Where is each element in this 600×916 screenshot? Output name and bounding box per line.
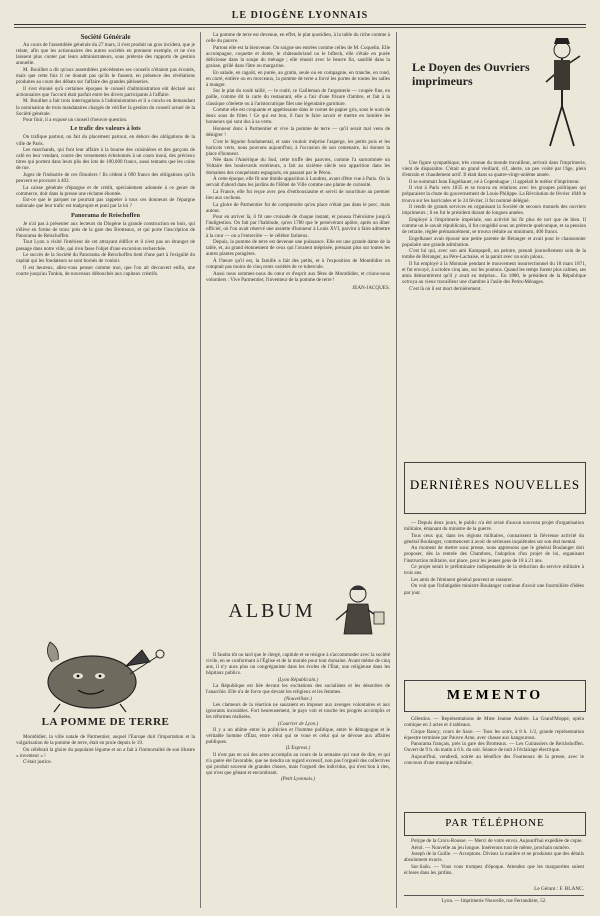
paragraph: M. Bouilhet a dit qu'aux assemblées précédentes ses conseils n'étaient pas écoutés, mais que cette fois il ne doutait pas qu'ils le fussent, en présence des révélations produites au cours des débats sur l'affaire des grandes pâtisseries.	[16, 66, 195, 86]
paragraph: Aujourd'hui, vendredi, soirée au bénéfice des Fourneaux de la presse, avec le concours d'une musique militaire.	[404, 754, 584, 767]
paragraph: Tous ceux qui, dans les régions militaires, connaissent la fiévreuse activité du général Boulanger, commencent à avoir de sérieuses inquiétudes sur son état mental.	[404, 532, 584, 545]
paragraph: Pour en arriver là, il fit une croisade de chaque instant, et poussa l'héroïsme jusqu'à l'indigestion. On fait par l'habitude, qu'en 1780 que le persévérant apôtre, après un dîner officiel, où l'on avait réservé une assiette d'honneur à Louis XVI, parvint à faire admettre à la cour — on a l'entrecôte — le célèbre farineux.	[206, 214, 390, 239]
quote: Il faudra tôt ou tard que le clergé, capitule et se résigne à s'accommoder avec la société civile, en se conformant à l'Église et de la morale pour tout domaine. Avant même de cinq ans, il n'y aura plus un congréganiste dans les écoles de l'État, une religieuse dans les hôpitaux publics.	[206, 652, 390, 677]
quote-source: (Nouvelliste.)	[284, 695, 312, 702]
paragraph: Joseph de la Guille. — Acceptons. Divisez la matière et ne produisez que des détails absolument exacts.	[404, 851, 584, 864]
memento-column	[404, 716, 584, 808]
printer-figure-illustration	[540, 36, 586, 156]
paragraph: C'est le légume fondamental, et sans vouloir méprise l'asperge, les petits pois et les haricots verts, nous pouvons aujourd'hui, à l'occasion de son centenaire, lui donner la place d'honneur.	[206, 138, 390, 157]
news-title: DERNIÈRES NOUVELLES	[409, 477, 581, 492]
footer-rule	[404, 895, 584, 896]
news-header-box	[404, 462, 586, 514]
column-2	[206, 32, 390, 567]
paragraph: Je n'ai pas à présenter aux lecteurs du Diogène la grande construction en bois, qui s'élève en forme de tronc près de la gare des Brotteaux, et qui porte l'inscription de Panorama de Reischoffen.	[16, 220, 195, 239]
quote-source: (L'Express.)	[285, 745, 311, 752]
album-column	[206, 652, 390, 872]
quote: La République est liée devant les excitations des socialistes et les désordres de l'anarchie. Elle n'a de force que devant les religieux et les femmes.	[206, 682, 390, 696]
paragraph: Il se nommait Jean Engelhauer, né à Copenhague ; il appelait le métier d'imprimeur.	[409, 178, 580, 185]
quote: Il y a un abîme entre la politicien et l'homme politique, entre le démagogue et le véritable homme d'État, entre celui qui se voue et celui qui se dévoue aux affaires publiques.	[206, 726, 390, 745]
gerant-line: Le Gérant : F. BLANC.	[534, 886, 584, 892]
paragraph: Montdidier, la ville natale de Parmentier, auquel l'Europe doit l'importation et la vulgarisation de la pomme de terre, était en proie depuis le 19.	[16, 734, 195, 747]
paragraph: Ce projet serait le préliminaire indispensable de la réduction du service militaire à trois ans.	[404, 564, 584, 577]
news-column	[404, 520, 584, 670]
quote: Les clameurs de la réaction ne sauraient en imposer aux avenges volontaires et aux ignorants incurables. Fort heureusement, le pays voit et touche les progrès accomplis et les réformes réalisées.	[206, 701, 390, 720]
paragraph: Il vint à Paris vers 1835 et se trouva en relations avec les groupes politiques qui préparaient la chute du gouvernement de Louis-Philippe. La Révolution de février 1848 le trouva sur les barricades et le 24 février, il fut nommé délégué.	[402, 185, 586, 204]
paragraph: On trafique partout, on fait du placement partout, en dehors des obligations de la ville de Paris.	[16, 134, 195, 147]
paragraph: Cirque Rancy, cours de Saxe. — Tous les soirs, à 8 h. 1/2, grande représentation équestre terminée par Pauvre Arne, avec chasse aux kangourous.	[404, 728, 584, 741]
paragraph: La caisse générale d'épargne et de crédit, spécialement adonnée à ce genre de commerce, doit dans la presse une réclame éhontée.	[16, 184, 195, 197]
paragraph: La gloire de Parmentier fut de comprendre qu'en place n'était pas dans le porc, mais autour.	[206, 201, 390, 214]
paragraph: Partout elle est la bienvenue. On soigne ses entrées comme celles de M. Coquelin. Elle accompagne, coquette et dorée, le châteaubriand ou le bifteck, elle s'étale en purée délicieuse dans la soupe du ménage ; elle réussit avec le beurre fin, sautillé dans la graisse, grillé dans l'âtre ou margarine.	[206, 44, 390, 69]
column-divider	[396, 32, 397, 908]
masthead: LE DIOGÈNE LYONNAIS	[231, 10, 369, 21]
paragraph: Aussi nous sommes-nous du cœur et d'esprit aux fêtes de Montdidier, et crions-nous volontiers : Vive Parmentier, l'inventeur de la pomme de terre !	[206, 270, 390, 283]
imprint-line: Lyon. — Imprimerie Nouvelle, rue Ferrandière, 52.	[441, 898, 547, 904]
paragraph: En salade, en ragoût, en purée, au gratin, seule ou en compagnie, en tranche, en rond, en carré, entière ou en morceaux, la pomme de terre a forcé les portes de toutes les salles à manger.	[206, 69, 390, 88]
telephone-header-box	[404, 812, 586, 836]
section-title: Panorama de Reischoffen	[71, 211, 140, 219]
signature: JEAN-JACQUES.	[352, 284, 390, 291]
paragraph: Il est heureux, allez-vous penser comme moi, que l'on ait découvert enfin, une courte jusqu'au Tonkin, de nouveaux débouchés aux capitaux créatifs.	[16, 264, 195, 277]
telephone-title: PAR TÉLÉPHONE	[445, 817, 545, 829]
masthead-rule-thin	[14, 27, 586, 28]
paragraph: Depuis, la pomme de terre est devenue une puissance. Elle est une grande dame de la table, et, au grand étonnement de ceux qui l'avaient méprisée, pressant plus sur toutes les autres plantes potagères.	[206, 239, 390, 258]
cartoon-title: LA POMME DE TERRE	[41, 716, 170, 728]
column-1	[16, 32, 195, 732]
paragraph: Née dans l'Amérique du Sud, cette truffe des pauvres, comme l'a surnommée un Voltaire des boulevards extérieurs, a fait au sixième siècle son apparition dans les domaines des conquérants espagnols, en passant par le Pérou.	[206, 157, 390, 176]
paragraph: Honneur donc à Parmentier et vive la pomme de terre — qu'il serait mal venu de dénigrer !	[206, 125, 390, 138]
section-title: Société Générale	[80, 33, 131, 41]
paragraph: — Depuis deux jours, le public n'a été avisé d'aucun nouveau projet d'organisation militaire, émanant du ministre de la guerre.	[404, 520, 584, 533]
paragraph: Panorama français, près la gare des Brotteaux. — Les Cuirassiers de Reichshoffen. Ouvert de 9 h. du matin à 6 h. du soir. Séance de nuit à l'éclairage électrique.	[404, 741, 584, 754]
memento-header-box	[404, 680, 586, 712]
paragraph: Au cours de l'assemblée générale du 27 mars, il s'est produit un gros incident, que je relate, afin que les actionnaires des autres sociétés en prennent exemple, et ne s'en laissent plus conter par leurs administrateurs, sous prétexte des rapports de gestion annuelle.	[16, 42, 195, 67]
paragraph: Il rendit de grands services en organisant la Société de secours mutuels des ouvriers imprimeurs ; il en fut le président durant de longues années.	[402, 204, 586, 217]
paragraph: C'est lui qui, avec son ami Kampspell, un peintre, prenait journellement soin de la tombe de Béranger, au Père-Lachaise, et la parait avec un soin jaloux.	[402, 248, 586, 261]
paragraph: Est-ce que le parquet ne pourrait pas rappeler à tous ces donneurs de l'épargne nationale que leur trafic est malpropre et puni par la loi ?	[16, 197, 195, 210]
paragraph: Les amis de l'éminent général peuvent se rassurer.	[411, 576, 513, 583]
paragraph: Sur-Saôn. — Vous vous trompez d'époque. Attendez que les marguerites soient écloses dans les jardins.	[404, 863, 584, 876]
paragraph: La pomme de terre est devenue, en effet, le plat quotidien, à la table du riche comme à celle du pauvre.	[206, 32, 390, 45]
masthead-rule	[14, 24, 586, 25]
paragraph: Les marchands, qui font leur affaire à la bourse des cuisinières et des garçons de café en leur vendant, contre des versements échelonnés à un cours inouï, des précieux titres qui portent dans leurs plis des lots de 100,000 francs, aussi tentants que les coins de rue.	[16, 147, 195, 172]
memento-title: MEMENTO	[446, 688, 544, 703]
paragraph: Aérol. — Nouvelle au jeu longue. Insérerons tout de même, prochain numéro.	[411, 844, 571, 851]
paragraph: À l'heure qu'il est, la famille a fait des petits, et à l'exposition de Montdidier on comptait pas moins de cinq cents variétés de ce tubercule.	[206, 257, 390, 270]
paragraph: Sur le plat du roulé taillé, — le roulé, ce Gailleman de l'argenterie — coupée fine, en paille, comme dit la carte du restaurant, elle a l'air d'une frisure d'ambre, et fait à la classique côtelette ou à l'aristocratique filet une légendaire garniture.	[206, 88, 390, 107]
paragraph: Il fut employé à la Monnaie pendant le mouvement insurrectionnel du 18 mars 1871, et fut envoyé, à octobre cinq ans, sur les pontons. Quand les temps furent plus calmes, ses amis démontrèrent qu'il y avait eu méprise... En 1880, le président de la République octroya au vieux travailleur une chambre à l'asile des Petits-Ménages.	[402, 261, 586, 286]
paragraph: Polype de la Croix-Rousse. — Merci de votre envoi. Aujourd'hui expédiée de copie.	[411, 838, 583, 844]
quote-source: (Courrier de Lyon.)	[277, 720, 319, 727]
paragraph: M. Bouilhet a fait trois interrogations à l'administration et il a conclu en demandant la nomination de trois mandataires chargés de vérifier la gestion du conseil actuel de la Société générale.	[16, 98, 195, 117]
paragraph: Célestins. — Représentations de Mme Jeanne Andrée. La Grand'Moppé, opéra comique en 3 actes et 4 tableaux.	[404, 716, 584, 729]
column-divider	[200, 32, 201, 908]
potato-cartoon-illustration	[30, 632, 180, 714]
telephone-column	[404, 838, 584, 884]
column-3	[402, 160, 586, 450]
quote: Il n'est pas en soi des actes accomplis au cours de la semaine qui vaut de dire, et qui n'a guère été favorable, que ne tiendra un regard excessif, non pas l'orgueil des collectives qui produit souvent de grandes choses, mais l'orgueil des individus, qui n'est bon à rien, qui n'est que gênant et encombrant.	[206, 751, 390, 776]
paragraph: Au moment de mettre sous presse, nous apprenons que le général Boulanger doit proposer, dès la rentrée des Chambres, l'adoption d'un projet de loi, organisant l'instruction militaire, sur place, pour les jeunes gens de 18 à 21 ans.	[404, 545, 584, 564]
paragraph: On voit que l'infatigable ministre Boulanger continue d'avoir une fourmilière d'idées par jour.	[404, 583, 584, 596]
paragraph: C'était justice.	[23, 759, 52, 766]
article-title: Le Doyen des Ouvriers imprimeurs	[412, 60, 530, 88]
paragraph: Jugez de l'industrie de ces filoutiers ! Ils cèdent à 690 francs des obligations qu'ils peuvent se procurer à 402.	[16, 171, 195, 185]
column-1-bottom	[16, 734, 195, 906]
paragraph: Engelhauer avait épousé une petite parente de Béranger et avait pour le chansonnier populaire une grande admiration.	[402, 235, 586, 248]
album-figure-illustration	[330, 580, 386, 640]
paragraph: On célébrait la gloire du populaire légume et on a fait à l'immortalité de son illustre « inventeur » !	[16, 746, 195, 759]
paragraph: Il s'est étonné qu'à certaines époques le conseil d'administration eût déclaré aux actionnaires que l'accord était parfait entre les divers participants à l'affaire.	[16, 85, 195, 98]
paragraph: La France, elle fut reçue avec peu d'enthousiasme et servit de nourriture au premier lieu aux cochons.	[206, 188, 390, 201]
paragraph: Une figure sympathique, très connue du monde travailleur, arrivait dans l'imprimerie, vient de disparaître. C'était un grand vieillard, vif, alerte, un peu voûté par l'âge, plein d'entrain et chaudement actif. Il était dans sa quatre-vingt-unième année.	[402, 160, 586, 179]
paragraph: Le succès de la Société du Panorama de Reischoffen tient d'une part à l'exiguïté du capital qui les fondateurs se sont bornés de vouloir.	[16, 252, 195, 265]
paragraph: Tout Lyon a visité l'intérieur de cet attrayant édifice et il n'est pas un étranger de passage dans notre ville, qui n'en fasse l'objet d'une excursion recherchée.	[16, 239, 195, 252]
paragraph: Employé à l'imprimerie impériale, son activité lui fit plus de tort que de bien. Il comme un le savait républicain, il fut congédié sous un prétexte quelconque, et sa pension de retraite, réglée prématurément, se trouva réduite au minimum, 400 francs.	[402, 216, 586, 236]
paragraph: C'est là où il est mort dernièrement.	[409, 285, 482, 292]
paragraph: Pour finir, il a exposé un conseil d'oeuvre question.	[23, 117, 128, 124]
paragraph: Comme elle est croquante et appétissante dans le cornet de papier gris, sous le nom de deux sous de frites ! Ce qui est bon, il faut le faire savoir et mettre en lumière les honneurs qui sont dus à sa vertu.	[206, 107, 390, 126]
album-title: ALBUM	[228, 600, 316, 622]
quote-source: (Lyon Républicain.)	[277, 676, 319, 683]
paragraph: À cette époque, elle fit une timide apparition à Londres, avant d'être vue à Paris. On la servait d'abord dans les jardins de l'Hôtel de Ville comme une plante de curiosité.	[206, 176, 390, 189]
quote-source: (Petit Lyonnais.)	[280, 776, 316, 783]
section-title: Le trafic des valeurs à lots	[70, 125, 141, 133]
